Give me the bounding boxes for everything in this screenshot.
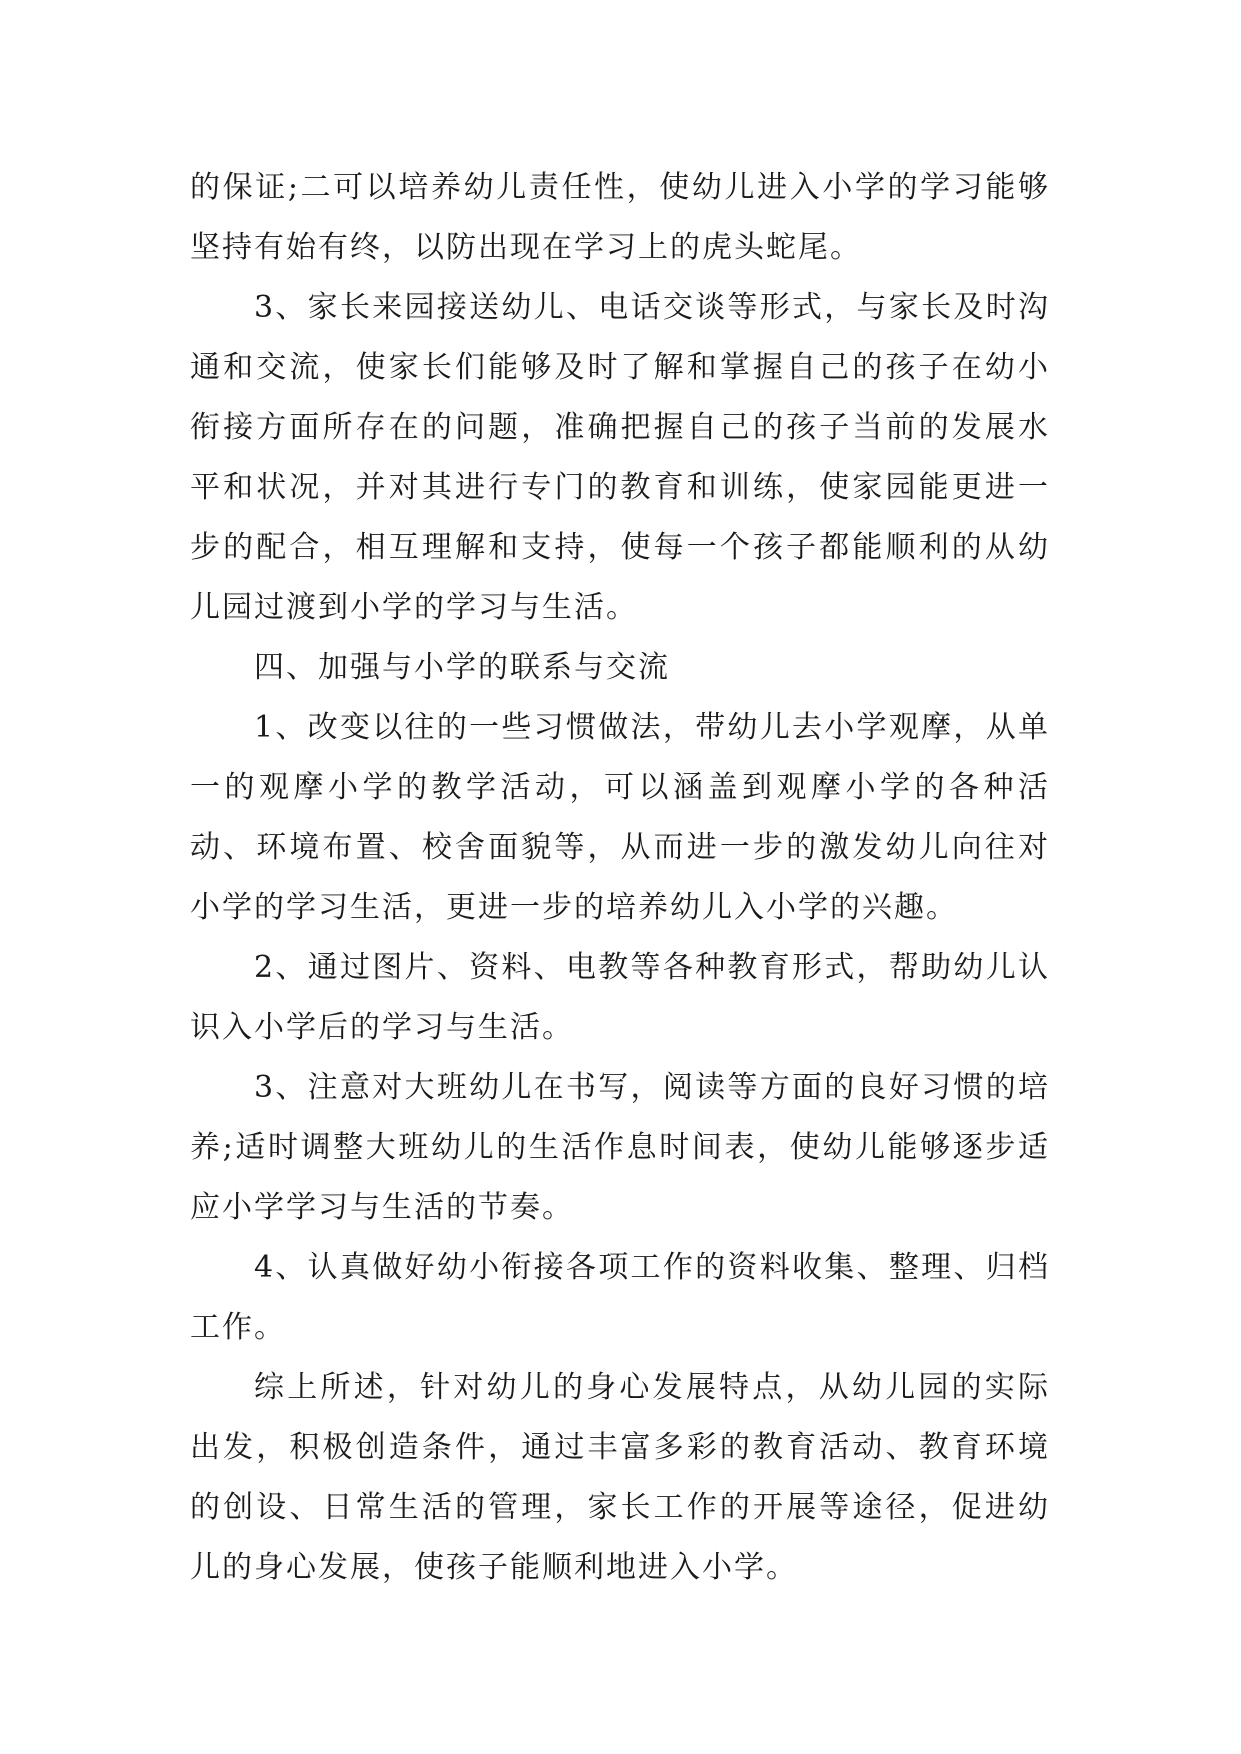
section-heading: 四、加强与小学的联系与交流 [254,650,670,685]
paragraph-8: 综上所述，针对幼儿的身心发展特点，从幼儿园的实际出发，积极创造条件，通过丰富多彩的教育活动、教育环境的创设、日常生活的管理，家长工作的开展等途径，促进幼儿的身心发展，使孩子能顺利地进入小学。 [190,1370,1050,1585]
paragraph-4: 1、改变以往的一些习惯做法，带幼儿去小学观摩，从单一的观摩小学的教学活动，可以涵盖到观摩小学的各种活动、环境布置、校舍面貌等，从而进一步的激发幼儿向往对小学的学习生活，更进一步的培养幼儿入小学的兴趣。 [190,710,1050,925]
document-body [190,158,1050,1598]
paragraph-6: 3、注意对大班幼儿在书写，阅读等方面的良好习惯的培养;适时调整大班幼儿的生活作息时间表，使幼儿能够逐步适应小学学习与生活的节奏。 [190,1070,1050,1225]
paragraph-2: 3、家长来园接送幼儿、电话交谈等形式，与家长及时沟通和交流，使家长们能够及时了解和掌握自己的孩子在幼小衔接方面所存在的问题，准确把握自己的孩子当前的发展水平和状况，并对其进行专门的教育和训练，使家园能更进一步的配合，相互理解和支持，使每一个孩子都能顺利的从幼儿园过渡到小学的学习与生活。 [190,290,1050,625]
paragraph-5: 2、通过图片、资料、电教等各种教育形式，帮助幼儿认识入小学后的学习与生活。 [190,950,1050,1045]
paragraph-7: 4、认真做好幼小衔接各项工作的资料收集、整理、归档工作。 [190,1250,1050,1345]
paragraph-1: 的保证;二可以培养幼儿责任性，使幼儿进入小学的学习能够坚持有始有终，以防出现在学习上的虎头蛇尾。 [190,170,1050,265]
